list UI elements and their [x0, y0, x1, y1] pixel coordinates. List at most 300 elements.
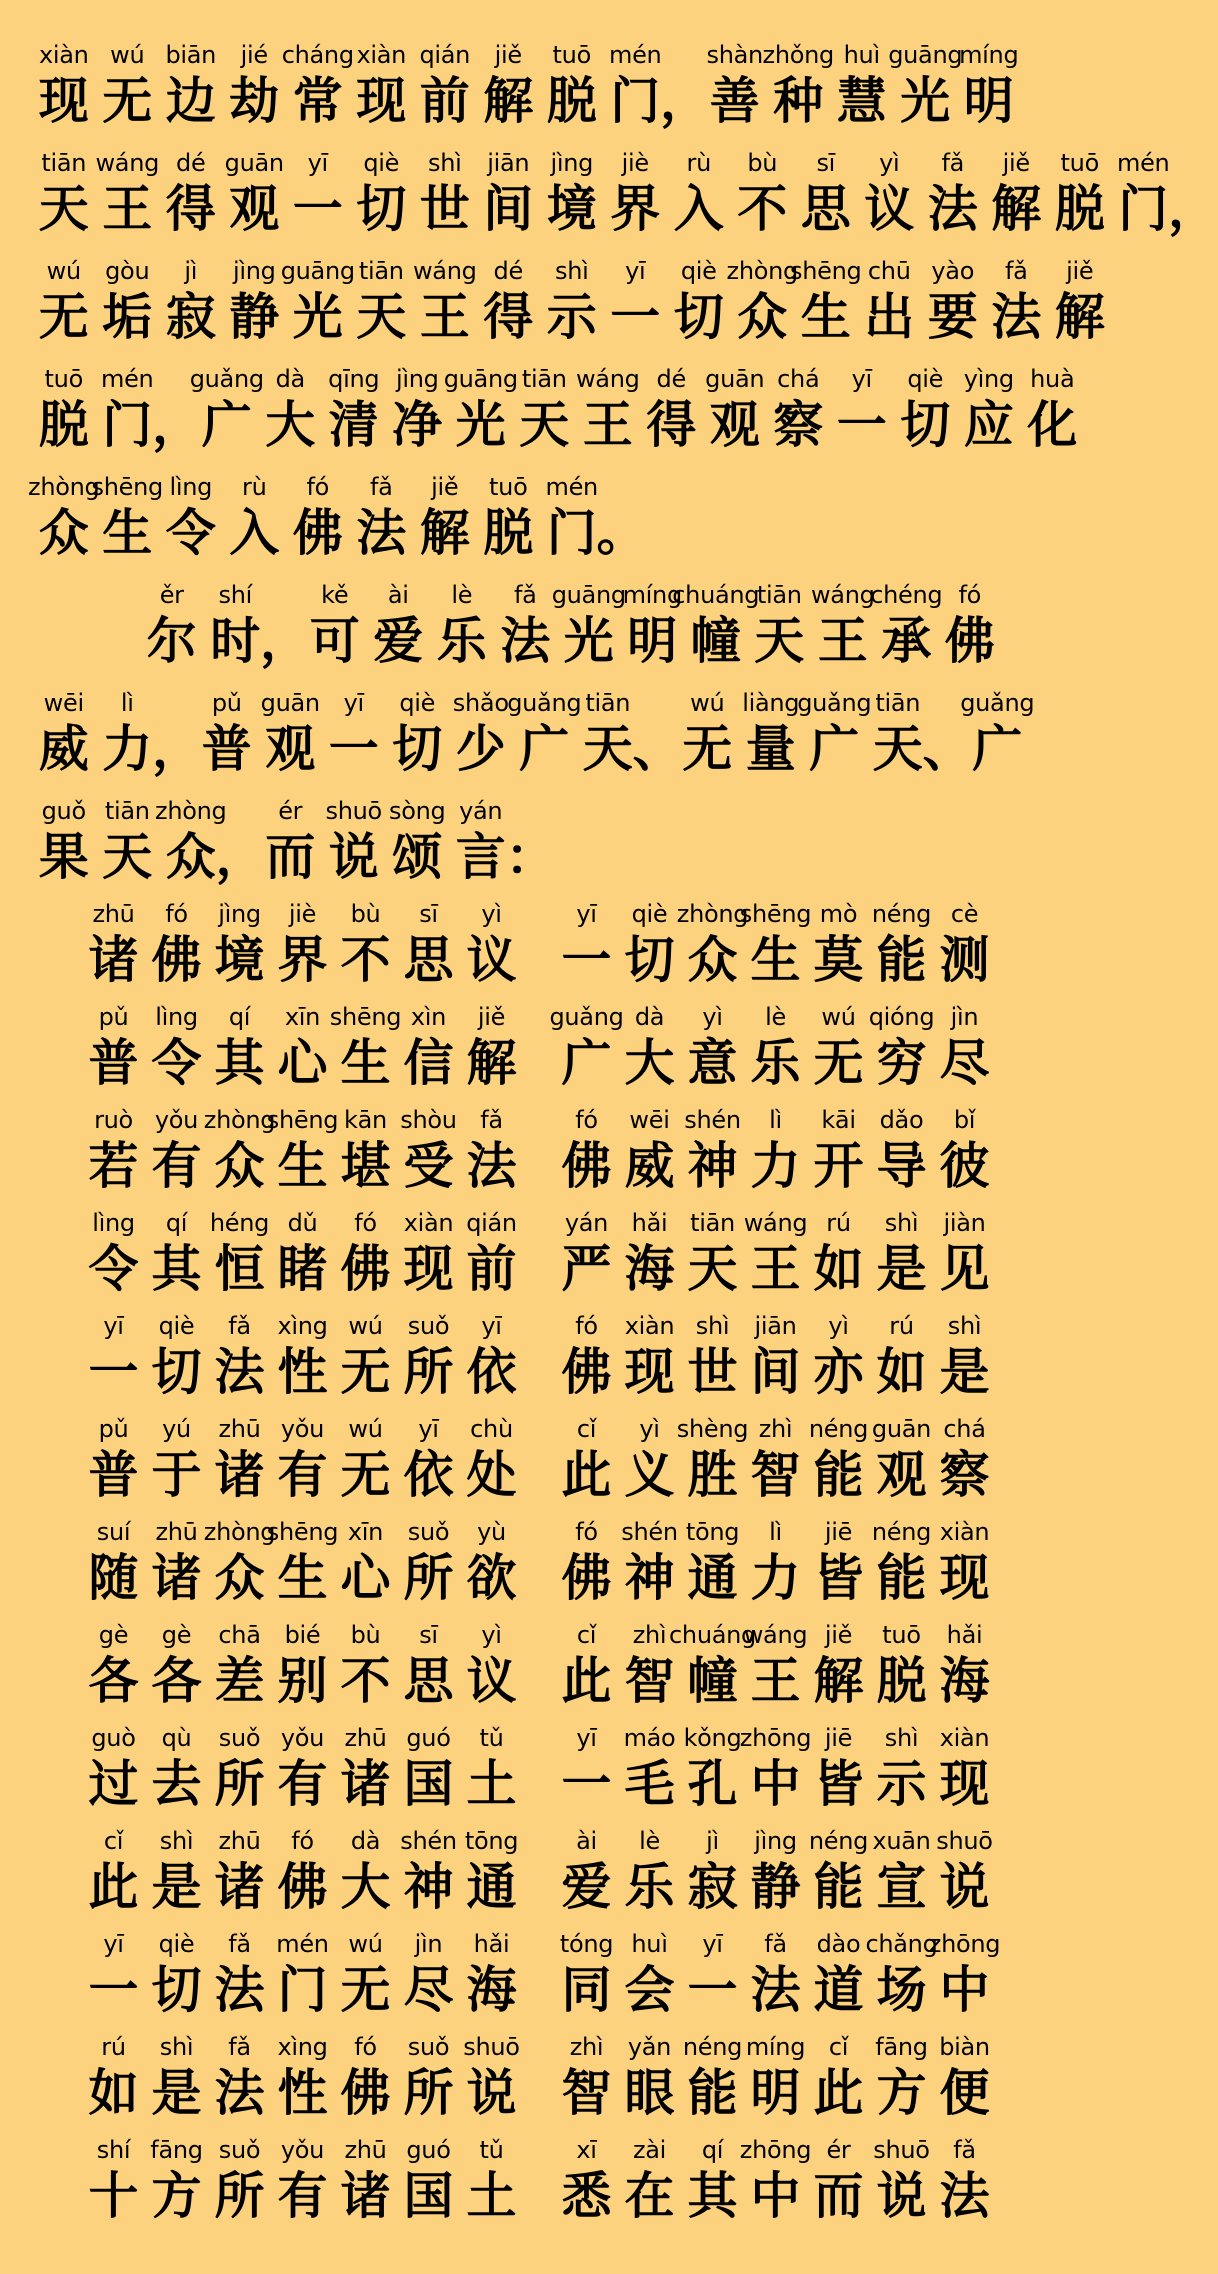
pinyin-text: xìn: [410, 1003, 447, 1031]
char-unit: [82, 1304, 145, 1407]
prose-line: [0, 28, 1080, 136]
hanzi-char: 界: [610, 180, 661, 238]
char-unit: [933, 1304, 996, 1407]
punctuation-mark: 、: [922, 720, 973, 778]
prose-line: [0, 244, 1105, 352]
char-unit: [830, 28, 894, 136]
hanzi-char: 力: [750, 1549, 801, 1607]
pinyin-text: bù: [350, 900, 381, 928]
hanzi-char: 心: [277, 1034, 328, 1092]
char-unit: [96, 676, 160, 784]
pinyin-text: suǒ: [218, 2136, 261, 2164]
hanzi-char: 令: [88, 1240, 139, 1298]
pinyin-text: tǔ: [479, 1724, 504, 1752]
char-unit: [32, 352, 96, 460]
char-unit: [460, 1819, 523, 1922]
pinyin-text: xiàn: [939, 1724, 990, 1752]
hanzi-char: 法: [927, 180, 978, 238]
char-unit: [830, 352, 894, 460]
char-unit: [604, 28, 668, 136]
pinyin-text: lìng: [169, 473, 213, 501]
hanzi-char: 能: [813, 1446, 864, 1504]
pinyin-text: zhū: [155, 1518, 198, 1546]
hanzi-char: 门: [277, 1961, 328, 2019]
pinyin-text: néng: [682, 2033, 743, 2061]
hanzi-char: 如: [813, 1240, 864, 1298]
pinyin-text: shì: [428, 149, 462, 177]
hanzi-char: 大: [624, 1034, 675, 1092]
pinyin-text: wēi: [629, 1106, 670, 1134]
pinyin-text: shàn: [706, 41, 763, 69]
char-unit: [208, 1922, 271, 2025]
pinyin-text: bié: [284, 1621, 321, 1649]
pinyin-text: zhū: [344, 1724, 387, 1752]
hanzi-char: 脱: [876, 1652, 927, 1710]
pinyin-text: biān: [165, 41, 217, 69]
pinyin-text: zhū: [92, 900, 135, 928]
hanzi-char: 察: [773, 396, 824, 454]
char-unit: [985, 244, 1049, 352]
hanzi-char: 国: [403, 1755, 454, 1813]
char-unit: [271, 995, 334, 1098]
hanzi-char: 尽: [939, 1034, 990, 1092]
pinyin-text: jìng: [550, 149, 594, 177]
hanzi-char: 去: [151, 1755, 202, 1813]
pinyin-text: zhòng: [203, 1518, 276, 1546]
char-unit: [957, 352, 1021, 460]
char-unit: [145, 995, 208, 1098]
pinyin-text: sī: [816, 149, 836, 177]
hanzi-char: 天: [38, 180, 89, 238]
hanzi-char: 观: [229, 180, 280, 238]
char-unit: [329, 995, 402, 1098]
punctuation-mark: ，: [152, 720, 202, 778]
hanzi-char: 威: [38, 720, 89, 778]
char-unit: [271, 2128, 334, 2231]
char-unit: [32, 784, 96, 892]
pinyin-text: yī: [103, 1312, 124, 1340]
hanzi-char: 脱: [1054, 180, 1105, 238]
pinyin-text: kān: [344, 1106, 387, 1134]
hanzi-char: 法: [991, 288, 1042, 346]
char-unit: [208, 1613, 271, 1716]
char-unit: [870, 1613, 933, 1716]
char-unit: [744, 1819, 807, 1922]
hanzi-char: 义: [624, 1446, 675, 1504]
hanzi-char: 能: [687, 2064, 738, 2122]
char-unit: [82, 1098, 145, 1201]
pinyin-text: yī: [576, 900, 597, 928]
pinyin-text: fāng: [150, 2136, 203, 2164]
pinyin-text: rù: [242, 473, 267, 501]
char-unit: [555, 1819, 618, 1922]
char-unit: [334, 2025, 397, 2128]
hanzi-char: 土: [466, 1755, 517, 1813]
hanzi-char: 信: [403, 1034, 454, 1092]
pinyin-text: fó: [291, 1827, 314, 1855]
char-unit: [32, 28, 96, 136]
pinyin-text: chuáng: [672, 581, 760, 609]
pinyin-text: jiàn: [943, 1209, 986, 1237]
hanzi-char: 不: [340, 931, 391, 989]
char-unit: [334, 1098, 397, 1201]
char-unit: [681, 1716, 744, 1819]
pinyin-text: qióng: [868, 1003, 935, 1031]
hanzi-char: 幢: [690, 612, 741, 670]
pinyin-text: yán: [459, 797, 503, 825]
pinyin-text: fǎ: [369, 473, 393, 501]
hanzi-char: 一: [292, 180, 343, 238]
hanzi-char: 通: [466, 1858, 517, 1916]
hanzi-char: 无: [682, 720, 733, 778]
char-unit: [145, 1819, 208, 1922]
pinyin-text: jìng: [395, 365, 439, 393]
hanzi-char: 示: [546, 288, 597, 346]
pinyin-text: cǐ: [576, 1621, 597, 1649]
hanzi-char: 宣: [876, 1858, 927, 1916]
char-unit: [286, 136, 350, 244]
char-unit: [576, 676, 640, 784]
char-unit: [334, 892, 397, 995]
pinyin-text: tuō: [44, 365, 83, 393]
char-unit: [807, 1819, 870, 1922]
hanzi-char: 一: [836, 396, 887, 454]
char-unit: [1112, 136, 1176, 244]
hanzi-char: 悉: [561, 2167, 612, 2225]
pinyin-text: zhū: [218, 1827, 261, 1855]
pinyin-text: guāng: [443, 365, 518, 393]
char-unit: [271, 1819, 334, 1922]
char-unit: [928, 1922, 1001, 2025]
pinyin-text: míng: [745, 2033, 806, 2061]
hanzi-char: 门: [546, 504, 597, 562]
char-unit: [681, 1819, 744, 1922]
hanzi-char: 广: [809, 720, 860, 778]
hanzi-char: 乐: [436, 612, 487, 670]
pinyin-text: fǎ: [228, 1930, 251, 1958]
hanzi-char: 果: [38, 828, 89, 886]
pinyin-text: yù: [477, 1518, 506, 1546]
pinyin-text: míng: [622, 581, 682, 609]
pinyin-text: ěr: [159, 581, 184, 609]
char-unit: [807, 1304, 870, 1407]
char-unit: [681, 2128, 744, 2231]
hanzi-char: 无: [38, 288, 89, 346]
char-unit: [888, 28, 963, 136]
hanzi-char: 说: [328, 828, 379, 886]
punctuation-mark: ，: [215, 828, 266, 886]
char-unit: [618, 2128, 681, 2231]
char-unit: [350, 136, 414, 244]
hanzi-char: 现: [356, 72, 407, 130]
pinyin-text: tiān: [358, 257, 404, 285]
hanzi-char: 诸: [151, 1549, 202, 1607]
pinyin-text: xiàn: [356, 41, 407, 69]
char-unit: [271, 1922, 334, 2025]
hanzi-char: 劫: [229, 72, 280, 130]
pinyin-text: huì: [843, 41, 880, 69]
hanzi-char: 法: [500, 612, 551, 670]
pinyin-text: shén: [621, 1518, 678, 1546]
hanzi-char: 佛: [944, 612, 995, 670]
char-unit: [266, 1510, 339, 1613]
hanzi-char: 通: [687, 1549, 738, 1607]
hanzi-char: 生: [800, 288, 851, 346]
char-unit: [334, 1819, 397, 1922]
pinyin-text: shēng: [91, 473, 163, 501]
hanzi-char: 解: [483, 72, 534, 130]
hanzi-char: 力: [750, 1137, 801, 1195]
char-unit: [551, 568, 626, 676]
hanzi-char: 诸: [214, 1858, 265, 1916]
pinyin-text: yǎn: [627, 2033, 672, 2061]
hanzi-char: 察: [939, 1446, 990, 1504]
char-unit: [555, 1716, 618, 1819]
hanzi-char: 众: [737, 288, 788, 346]
pinyin-text: jiè: [288, 900, 317, 928]
char-unit: [96, 352, 160, 460]
punctuation-mark: 。: [596, 504, 647, 562]
hanzi-char: 佛: [561, 1137, 612, 1195]
char-unit: [159, 28, 223, 136]
char-unit: [286, 460, 350, 568]
pinyin-text: tiān: [41, 149, 87, 177]
char-unit: [596, 460, 647, 568]
pinyin-text: shén: [400, 1827, 457, 1855]
hanzi-char: 脱: [38, 396, 89, 454]
hanzi-char: 一: [561, 931, 612, 989]
hanzi-char: 依: [403, 1446, 454, 1504]
pinyin-text: ér: [826, 2136, 851, 2164]
pinyin-text: lè: [765, 1003, 786, 1031]
hanzi-char: 脱: [546, 72, 597, 130]
pinyin-text: néng: [871, 1518, 932, 1546]
hanzi-char: 出: [864, 288, 915, 346]
hanzi-char: 神: [403, 1858, 454, 1916]
hanzi-char: 无: [102, 72, 153, 130]
pinyin-text: shèng: [676, 1415, 749, 1443]
pinyin-text: qián: [419, 41, 471, 69]
char-unit: [460, 2025, 523, 2128]
char-unit: [618, 1510, 681, 1613]
char-unit: [807, 2128, 870, 2231]
char-unit: [350, 28, 414, 136]
pinyin-text: xiàn: [939, 1518, 990, 1546]
char-unit: [870, 1510, 933, 1613]
char-unit: [386, 784, 450, 892]
char-unit: [281, 28, 354, 136]
pinyin-text: yī: [702, 1930, 723, 1958]
char-unit: [223, 460, 287, 568]
pinyin-text: shuō: [936, 1827, 993, 1855]
hanzi-char: 皆: [813, 1755, 864, 1813]
pinyin-text: fǎ: [513, 581, 537, 609]
hanzi-char: 颂: [392, 828, 443, 886]
pinyin-text: suǒ: [407, 1518, 450, 1546]
char-unit: [744, 995, 807, 1098]
pinyin-text: fó: [575, 1518, 598, 1546]
pinyin-text: fǎ: [228, 1312, 251, 1340]
hanzi-char: 其: [151, 1240, 202, 1298]
char-unit: [82, 1613, 145, 1716]
hanzi-char: 一: [88, 1961, 139, 2019]
pinyin-text: pǔ: [98, 1415, 129, 1443]
char-unit: [703, 28, 767, 136]
pinyin-text: zhòng: [726, 257, 798, 285]
char-unit: [1021, 352, 1085, 460]
pinyin-text: chá: [943, 1415, 986, 1443]
hanzi-char: 生: [750, 931, 801, 989]
char-unit: [555, 2025, 618, 2128]
char-unit: [540, 244, 604, 352]
pinyin-text: jiè: [621, 149, 649, 177]
pinyin-text: shì: [884, 1209, 919, 1237]
char-unit: [145, 1304, 208, 1407]
hanzi-char: 诸: [214, 1446, 265, 1504]
pinyin-text: jìng: [754, 1827, 797, 1855]
hanzi-char: 有: [277, 2167, 328, 2225]
pinyin-text: fǎ: [764, 1930, 787, 1958]
char-unit: [739, 892, 812, 995]
pinyin-text: jiě: [1002, 149, 1030, 177]
char-unit: [933, 1613, 996, 1716]
char-unit: [807, 2025, 870, 2128]
pinyin-text: shòu: [400, 1106, 457, 1134]
pinyin-text: qiè: [907, 365, 944, 393]
char-unit: [985, 136, 1049, 244]
pinyin-text: guó: [406, 1724, 451, 1752]
hanzi-char: 性: [277, 1343, 328, 1401]
pinyin-text: shì: [555, 257, 589, 285]
hanzi-char: 世: [419, 180, 470, 238]
hanzi-char: 得: [483, 288, 534, 346]
char-unit: [744, 2025, 807, 2128]
pinyin-text: wú: [690, 689, 725, 717]
char-unit: [334, 1716, 397, 1819]
hanzi-char: 得: [165, 180, 216, 238]
char-unit: [460, 1407, 523, 1510]
char-unit: [413, 244, 477, 352]
char-unit: [555, 1922, 618, 2025]
char-unit: [145, 1716, 208, 1819]
char-unit: [870, 1304, 933, 1407]
pinyin-text: tuō: [552, 41, 591, 69]
pinyin-text: fǎ: [953, 2136, 976, 2164]
punctuation-mark: ，: [660, 72, 710, 130]
punctuation-mark: 、: [632, 720, 683, 778]
pinyin-text: xīn: [347, 1518, 384, 1546]
char-unit: [681, 1922, 744, 2025]
char-unit: [807, 995, 870, 1098]
pinyin-text: rú: [889, 1312, 914, 1340]
pinyin-text: jì: [706, 1827, 719, 1855]
pinyin-text: mén: [101, 365, 154, 393]
char-unit: [145, 1407, 208, 1510]
pinyin-text: tōng: [464, 1827, 519, 1855]
char-unit: [223, 28, 287, 136]
char-unit: [938, 568, 1002, 676]
char-unit: [744, 1098, 807, 1201]
hanzi-char: 王: [419, 288, 470, 346]
pinyin-text: yìng: [963, 365, 1014, 393]
char-unit: [397, 1304, 460, 1407]
pinyin-text: pǔ: [98, 1003, 129, 1031]
char-unit: [1168, 136, 1218, 244]
char-unit: [397, 892, 460, 995]
pinyin-text: suí: [96, 1518, 131, 1546]
char-unit: [96, 784, 160, 892]
hanzi-char: 生: [340, 1034, 391, 1092]
hanzi-char: 慧: [836, 72, 887, 130]
char-unit: [82, 1510, 145, 1613]
hanzi-char: 现: [624, 1343, 675, 1401]
hanzi-char: 门: [102, 396, 153, 454]
pinyin-text: fó: [306, 473, 330, 501]
char-unit: [555, 892, 618, 995]
char-unit: [744, 1304, 807, 1407]
hanzi-char: 严: [561, 1240, 612, 1298]
char-unit: [413, 136, 477, 244]
pinyin-text: yǒu: [154, 1106, 199, 1134]
pinyin-text: héng: [209, 1209, 270, 1237]
hanzi-char: 乐: [624, 1858, 675, 1916]
char-unit: [259, 352, 323, 460]
hanzi-char: 边: [165, 72, 216, 130]
char-unit: [618, 1098, 681, 1201]
hanzi-char: 十: [88, 2167, 139, 2225]
char-unit: [494, 568, 558, 676]
prose-line: [0, 460, 1080, 568]
pinyin-text: fó: [354, 2033, 377, 2061]
pinyin-text: qí: [165, 1209, 188, 1237]
char-unit: [477, 28, 541, 136]
pinyin-text: biàn: [939, 2033, 990, 2061]
pinyin-text: shǎo: [452, 689, 509, 717]
verse-line: [0, 1201, 1080, 1304]
hanzi-char: 大: [340, 1858, 391, 1916]
char-unit: [703, 352, 767, 460]
pinyin-text: kě: [321, 581, 349, 609]
pinyin-text: yī: [307, 149, 328, 177]
char-unit: [933, 892, 996, 995]
hanzi-char: 天: [519, 396, 570, 454]
pinyin-text: jiě: [1066, 257, 1094, 285]
char-unit: [618, 1201, 681, 1304]
hanzi-char: 广: [561, 1034, 612, 1092]
char-unit: [280, 244, 355, 352]
pinyin-text: tiān: [104, 797, 150, 825]
punctuation-mark: ：: [505, 828, 556, 886]
hanzi-char: 一: [88, 1343, 139, 1401]
hanzi-char: 道: [813, 1961, 864, 2019]
hanzi-char: 说: [466, 2064, 517, 2122]
char-unit: [618, 1922, 681, 2025]
char-unit: [555, 1407, 618, 1510]
pinyin-text: yī: [851, 365, 872, 393]
verse-line: [0, 1922, 1080, 2025]
hanzi-char: 睹: [277, 1240, 328, 1298]
pinyin-text: tiān: [521, 365, 567, 393]
char-unit: [397, 1716, 460, 1819]
hanzi-char: 一: [328, 720, 379, 778]
char-unit: [334, 2128, 397, 2231]
pinyin-text: máo: [623, 1724, 676, 1752]
hanzi-char: 解: [1054, 288, 1105, 346]
char-unit: [858, 244, 922, 352]
char-unit: [460, 1922, 523, 2025]
pinyin-text: yī: [576, 1724, 597, 1752]
hanzi-char: 受: [403, 1137, 454, 1195]
